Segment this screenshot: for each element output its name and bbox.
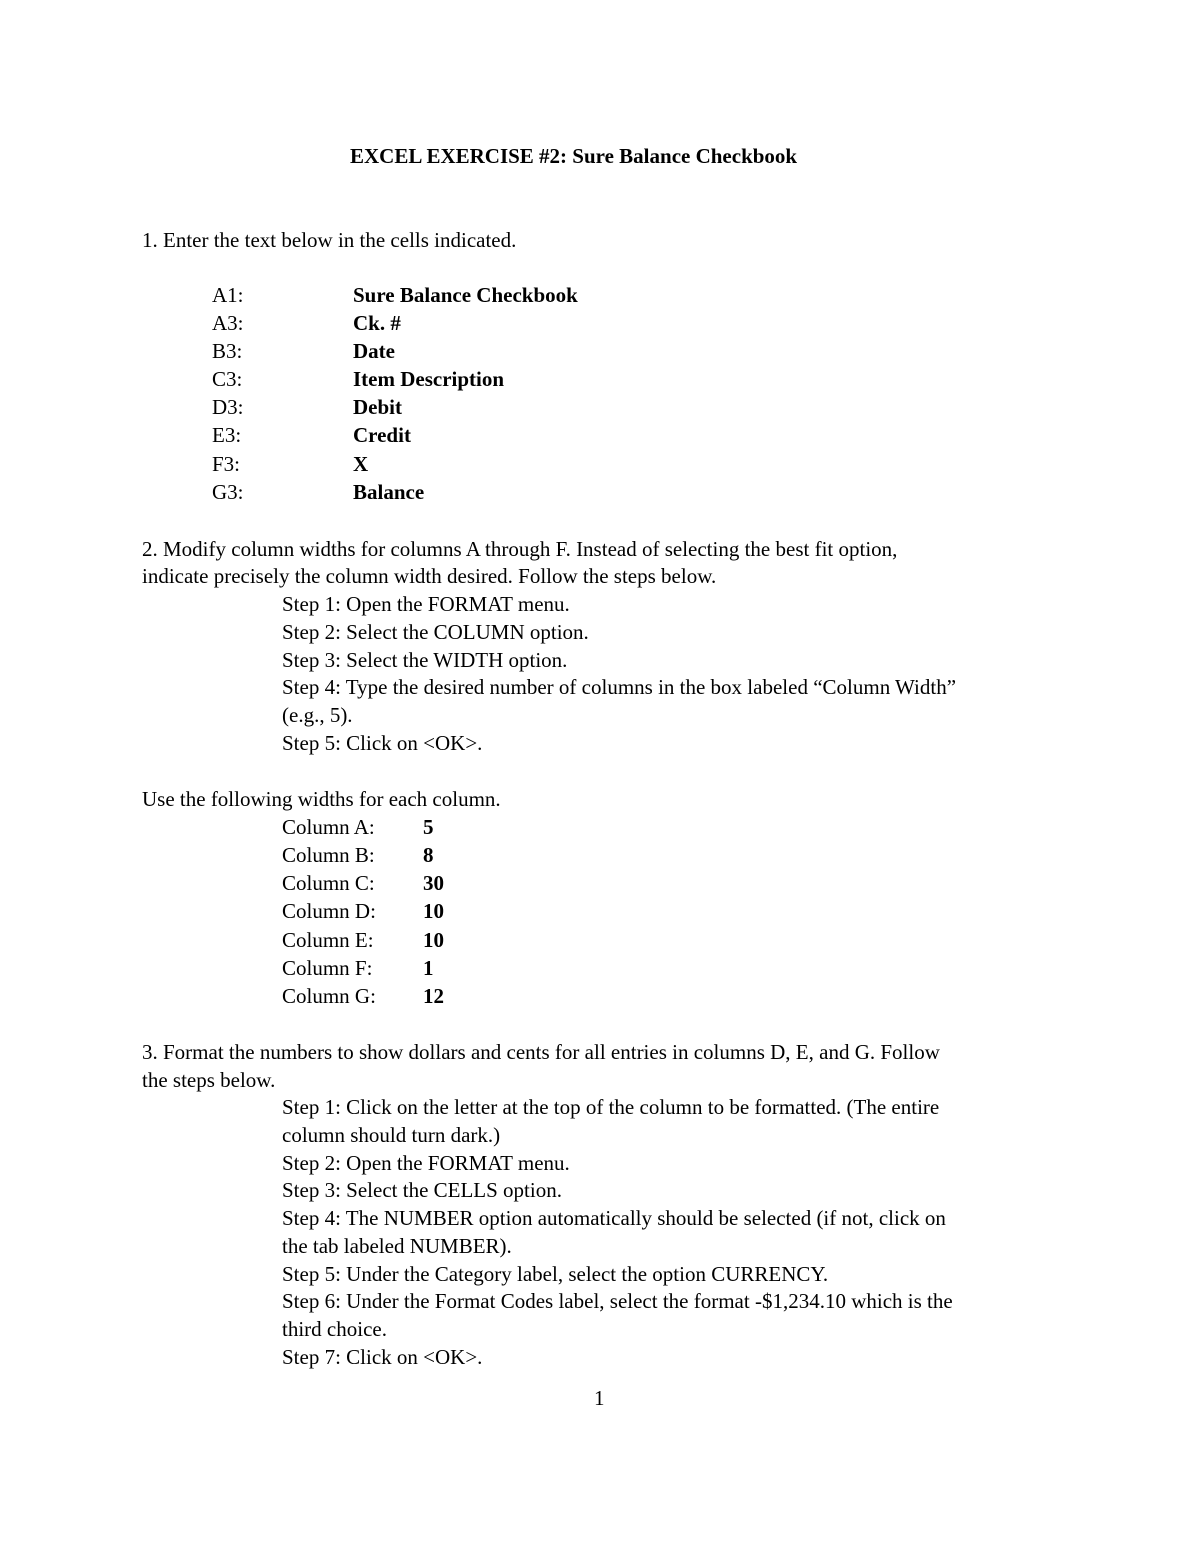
width-value-b: 8 <box>423 843 434 867</box>
section3-step-6-cont: third choice. <box>282 1317 387 1341</box>
cell-ref-g3: G3: <box>212 480 244 504</box>
section2-instruction-line2: indicate precisely the column width desired. Follow the steps below. <box>142 564 717 588</box>
width-value-f: 1 <box>423 956 434 980</box>
width-label-d: Column D: <box>282 899 376 923</box>
cell-ref-e3: E3: <box>212 423 242 447</box>
page-title: EXCEL EXERCISE #2: Sure Balance Checkbook <box>350 144 798 168</box>
cell-ref-d3: D3: <box>212 395 244 419</box>
width-value-c: 30 <box>423 871 444 895</box>
cell-ref-a3: A3: <box>212 311 244 335</box>
cell-ref-c3: C3: <box>212 367 243 391</box>
width-label-c: Column C: <box>282 871 375 895</box>
section2-step-4-cont: (e.g., 5). <box>282 703 353 727</box>
section3-instruction-line2: the steps below. <box>142 1068 276 1092</box>
cell-text-f3: X <box>353 452 369 476</box>
cell-text-b3: Date <box>353 339 395 363</box>
section3-step-4-cont: the tab labeled NUMBER). <box>282 1234 512 1258</box>
page-number: 1 <box>594 1386 605 1410</box>
section3-step-5: Step 5: Under the Category label, select the option CURRENCY. <box>282 1262 829 1286</box>
section3-step-4: Step 4: The NUMBER option automatically should be selected (if not, click on <box>282 1206 946 1230</box>
section3-step-6: Step 6: Under the Format Codes label, select the format -$1,234.10 which is the <box>282 1289 953 1313</box>
cell-ref-b3: B3: <box>212 339 243 363</box>
section2-step-3: Step 3: Select the WIDTH option. <box>282 648 568 672</box>
width-label-b: Column B: <box>282 843 375 867</box>
width-value-g: 12 <box>423 984 444 1008</box>
section2-step-4: Step 4: Type the desired number of columns in the box labeled “Column Width” <box>282 675 957 699</box>
width-label-f: Column F: <box>282 956 373 980</box>
cell-text-d3: Debit <box>353 395 402 419</box>
section3-step-7: Step 7: Click on <OK>. <box>282 1345 483 1369</box>
section3-instruction-line1: 3. Format the numbers to show dollars and cents for all entries in columns D, E, and G. Follow <box>142 1040 940 1064</box>
width-label-g: Column G: <box>282 984 376 1008</box>
width-value-a: 5 <box>423 815 434 839</box>
width-value-d: 10 <box>423 899 444 923</box>
section1-instruction: 1. Enter the text below in the cells indicated. <box>142 228 517 252</box>
section2-instruction-line1: 2. Modify column widths for columns A through F. Instead of selecting the best fit option, <box>142 537 898 561</box>
cell-text-g3: Balance <box>353 480 425 504</box>
section3-step-3: Step 3: Select the CELLS option. <box>282 1178 562 1202</box>
section3-step-1-cont: column should turn dark.) <box>282 1123 501 1147</box>
width-value-e: 10 <box>423 928 444 952</box>
width-label-e: Column E: <box>282 928 374 952</box>
cell-ref-f3: F3: <box>212 452 241 476</box>
section2-step-5: Step 5: Click on <OK>. <box>282 731 483 755</box>
cell-text-a3: Ck. # <box>353 311 401 335</box>
cell-ref-a1: A1: <box>212 283 244 307</box>
section2-step-1: Step 1: Open the FORMAT menu. <box>282 592 570 616</box>
section3-step-1: Step 1: Click on the letter at the top of the column to be formatted. (The entire <box>282 1095 940 1119</box>
cell-text-c3: Item Description <box>353 367 505 391</box>
cell-text-a1: Sure Balance Checkbook <box>353 283 578 307</box>
widths-intro: Use the following widths for each column. <box>142 787 501 811</box>
width-label-a: Column A: <box>282 815 375 839</box>
section2-step-2: Step 2: Select the COLUMN option. <box>282 620 589 644</box>
section3-step-2: Step 2: Open the FORMAT menu. <box>282 1151 570 1175</box>
cell-text-e3: Credit <box>353 423 411 447</box>
